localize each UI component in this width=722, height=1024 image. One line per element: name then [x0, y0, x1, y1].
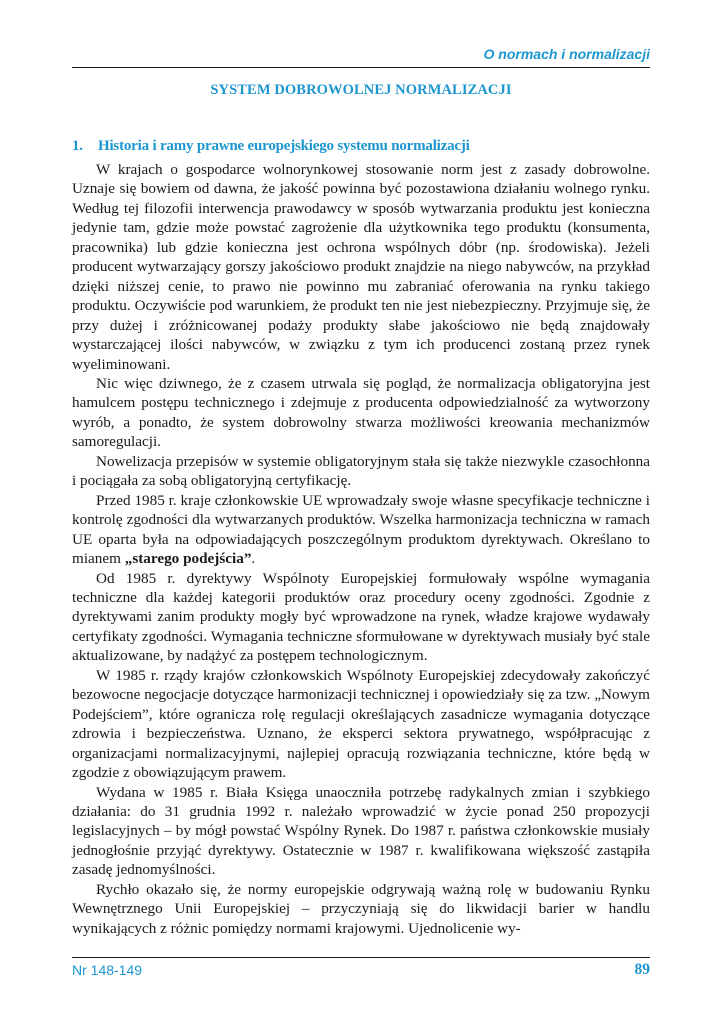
section-heading: [72, 138, 650, 155]
paragraph-7: [72, 783, 650, 880]
paragraph-text: Wydana w 1985 r. Biała Księga unaoczniła potrzebę radykalnych zmian i szybkiego działania: do 31 grudnia 1992 r. należało wprowadzić w życie ponad 250 propozycji legislacyjnych – by mógł powstać Wspólny Rynek. Do 1987 r. państwa członkowskie musiały jednogłośnie przyjąć dyrektywy. Ostatecznie w 1987 r. kwalifikowana większość zastąpiła zasadę jednomyślności.: [72, 783, 650, 879]
document-title: SYSTEM DOBROWOLNEJ NORMALIZACJI: [210, 82, 512, 98]
paragraph-text: W 1985 r. rządy krajów członkowskich Wspólnoty Europejskiej zdecydowały zakończyć bezowocne negocjacje dotyczące harmonizacji technicznej i opowiedziały się za tzw. „Nowym Podejściem”, które ogranicza rolę regulacji określających zasadnicze wymagania dotyczące zdrowia i bezpieczeństwa. Uznano, że eksperci sektora prywatnego, współpracując z organizacjami normalizacyjnymi, najlepiej opracują rozwiązania techniczne, które będą w zgodzie z obowiązującym prawem.: [72, 666, 650, 782]
paragraph-text: W krajach o gospodarce wolnorynkowej stosowanie norm jest z zasady dobrowolne. Uznaje się bowiem od dawna, że jakość powinna być pozostawiona działaniu wolnego rynku. Według tej filozofii interwencja prawodawcy w sposób wytwarzania produktu jest konieczna jedynie tam, gdzie może powstać zagrożenie dla użytkownika tego produktu (konsumenta, pracownika) lub gdzie konieczna jest ochrona wspólnych dóbr (np. środowiska). Jeżeli producent wytwarzający gorszy jakościowo produkt znajdzie na niego nabywców, na przykład dzięki niższej cenie, to prawo nie powinno mu zabraniać oferowania na rynku takiego produktu. Oczywiście pod warunkiem, że produkt ten nie jest niebezpieczny. Przyjmuje się, że przy dużej i zróżnicowanej podaży produkty słabe jakościowo nie będą znajdowały wystarczającej ilości nabywców, w związku z tym ich producenci zostaną przez rynek wyeliminowani.: [72, 161, 650, 373]
paragraph-3: [72, 452, 650, 491]
paragraph-5: [72, 569, 650, 666]
paragraph-8: [72, 880, 650, 938]
header-rule: [72, 67, 650, 68]
footer-rule: [72, 957, 650, 958]
paragraph-text: Rychło okazało się, że normy europejskie odgrywają ważną rolę w budowaniu Rynku Wewnętrznego Unii Europejskiej – przyczyniają się do likwidacji barier w handlu wynikających z różnic pomiędzy normami krajowymi. Ujednolicenie wy-: [72, 880, 650, 937]
issue-number: Nr 148-149: [72, 962, 143, 978]
paragraph-text: Nowelizacja przepisów w systemie obligatoryjnym stała się także niezwykle czasochłonna i pociągała za sobą obligatoryjną certyfikację.: [72, 452, 650, 490]
paragraph-2: [72, 374, 650, 452]
paragraph-text: Od 1985 r. dyrektywy Wspólnoty Europejskiej formułowały wspólne wymagania techniczne dla każdej kategorii produktów oraz procedury oceny zgodności. Zgodnie z dyrektywami zanim produkty mogły być wprowadzone na rynek, władze krajowe wydawały certyfikaty zgodności. Wymagania techniczne sformułowane w dyrektywach musiały być stale aktualizowane, by nadążyć za postępem technologicznym.: [72, 569, 650, 665]
section-number: 1.: [72, 138, 83, 154]
running-header: O normach i normalizacji: [483, 46, 650, 62]
paragraph-text: Przed 1985 r. kraje członkowskie UE wprowadzały swoje własne specyfikacje techniczne i kontrolę zgodności dla wytwarzanych produktów. Wszelka harmonizacja techniczna w ramach UE oparta była na odpowiadających poszczególnym produktom dyrektywach. Określano to mianem: [72, 491, 650, 568]
paragraph-1: [72, 160, 650, 374]
paragraph-text-end: .: [251, 550, 256, 568]
section-title: Historia i ramy prawne europejskiego systemu normalizacji: [98, 138, 470, 154]
body-text: [72, 160, 650, 938]
paragraph-text: Nic więc dziwnego, że z czasem utrwala się pogląd, że normalizacja obligatoryjna jest hamulcem postępu technicznego i zdejmuje z producenta odpowiedzialność za wytworzony wyrób, a ponadto, że system dobrowolny stwarza możliwości kreowania mechanizmów samoregulacji.: [72, 374, 650, 451]
page-number: 89: [634, 961, 650, 978]
paragraph-4: [72, 491, 650, 569]
paragraph-6: [72, 666, 650, 783]
emphasis-old-approach: „starego podejścia”: [124, 550, 252, 568]
